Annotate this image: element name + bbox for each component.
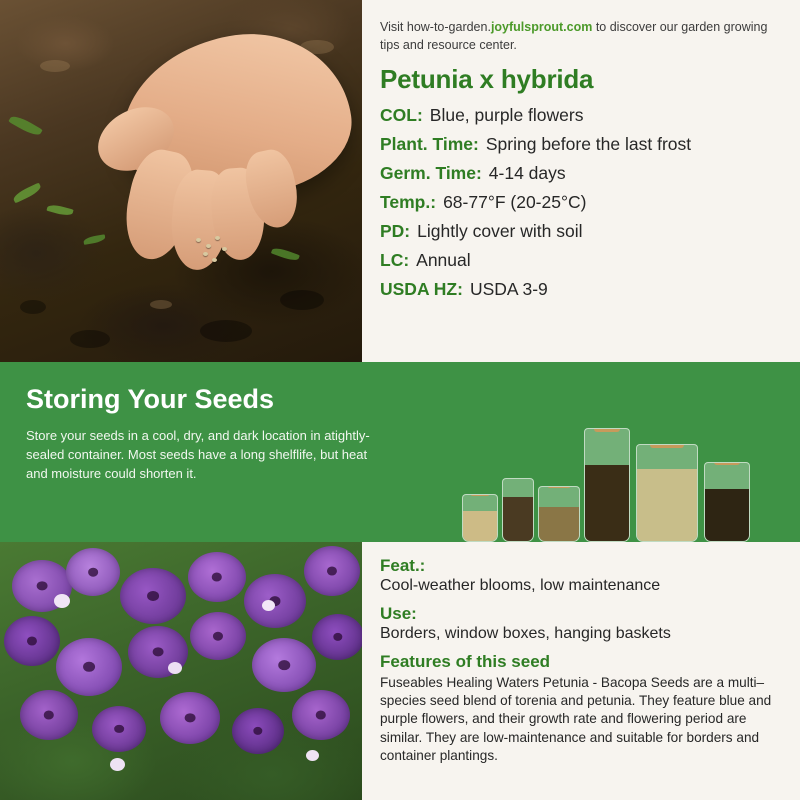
petunia-bloom bbox=[244, 574, 306, 628]
storing-title: Storing Your Seeds bbox=[26, 384, 275, 414]
spec-row-temp bbox=[380, 192, 784, 213]
spec-value: Annual bbox=[416, 250, 471, 271]
spec-row-pd bbox=[380, 221, 784, 242]
storing-text-block bbox=[26, 384, 386, 484]
storing-body: Store your seeds in a cool, dry, and dark location in atightly-sealed container. Most seeds have a long shelflife, but heat and moisture could shorten it. bbox=[26, 428, 370, 481]
white-flower bbox=[262, 600, 275, 611]
hand-sowing-seeds-photo bbox=[0, 0, 362, 362]
soil-clod bbox=[20, 300, 46, 314]
seed bbox=[222, 247, 227, 251]
soil-highlight bbox=[150, 300, 172, 309]
spec-label: Germ. Time: bbox=[380, 163, 482, 184]
seed bbox=[206, 244, 211, 248]
petunia-bloom bbox=[160, 692, 220, 744]
seed bbox=[212, 258, 217, 262]
storage-jar bbox=[636, 444, 698, 542]
petunia-bloom bbox=[252, 638, 316, 692]
petunia-bloom bbox=[188, 552, 246, 602]
petunia-bloom bbox=[120, 568, 186, 624]
use-value: Borders, window boxes, hanging baskets bbox=[380, 625, 671, 642]
cork-stopper bbox=[470, 494, 490, 496]
petunia-bloom bbox=[92, 706, 146, 752]
storing-seeds-section bbox=[0, 362, 800, 542]
page-title: Petunia x hybrida bbox=[380, 64, 594, 95]
spec-label: Plant. Time: bbox=[380, 134, 479, 155]
petunia-bloom bbox=[56, 638, 122, 696]
white-flower bbox=[168, 662, 182, 674]
spec-value: 4-14 days bbox=[488, 163, 566, 184]
petunia-bloom bbox=[4, 616, 60, 666]
storage-jar bbox=[584, 428, 630, 542]
petunia-bloom bbox=[232, 708, 284, 754]
spec-row-plant-time bbox=[380, 134, 784, 155]
website-link[interactable]: joyfulsprout.com bbox=[490, 20, 593, 34]
white-flower bbox=[54, 594, 70, 608]
spec-value: Blue, purple flowers bbox=[429, 105, 584, 126]
storage-jar bbox=[502, 478, 534, 542]
soil-clod bbox=[200, 320, 252, 342]
spec-label: Temp.: bbox=[380, 192, 437, 213]
petunia-bloom bbox=[20, 690, 78, 740]
soil-highlight bbox=[40, 60, 70, 72]
plant-info-panel bbox=[362, 0, 800, 362]
jar-contents bbox=[539, 507, 579, 541]
seed bbox=[215, 236, 220, 240]
petunia-bloom bbox=[190, 612, 246, 660]
feat-value: Cool-weather blooms, low maintenance bbox=[380, 577, 661, 594]
spec-label: LC: bbox=[380, 250, 410, 271]
features-description: Fuseables Healing Waters Petunia - Bacopa Seeds are a multi–species seed blend of torenia and petunia. They feature blue and purple flowers, and their growth rate and flowering period are similar. They are low-maintenance and suitable for borders and container plantings. bbox=[380, 675, 772, 763]
seed bbox=[196, 238, 201, 242]
white-flower bbox=[110, 758, 125, 771]
spec-label: USDA HZ: bbox=[380, 279, 463, 300]
cork-stopper bbox=[594, 428, 620, 432]
use-label: Use: bbox=[380, 604, 417, 623]
top-section bbox=[0, 0, 800, 362]
cork-stopper bbox=[714, 462, 740, 465]
features-section-heading: Features of this seed bbox=[380, 652, 551, 671]
seed bbox=[203, 252, 208, 256]
purple-petunia-flowers-photo bbox=[0, 542, 362, 800]
petunia-bloom bbox=[304, 546, 360, 596]
soil-clod bbox=[280, 290, 324, 310]
seed-storage-jars-photo bbox=[452, 382, 782, 542]
white-flower bbox=[306, 750, 319, 761]
spec-row-lc bbox=[380, 250, 784, 271]
storage-jar bbox=[538, 486, 580, 542]
jar-contents bbox=[503, 497, 533, 541]
spec-value: 68-77°F (20-25°C) bbox=[443, 192, 587, 213]
spec-row-col bbox=[380, 105, 784, 126]
cork-stopper bbox=[509, 478, 527, 479]
spec-row-usda-hz bbox=[380, 279, 784, 300]
visit-line bbox=[380, 18, 784, 54]
feat-label: Feat.: bbox=[380, 556, 426, 575]
visit-suffix: to discover our garden growing tips and resource center. bbox=[380, 20, 768, 53]
jar-contents bbox=[585, 465, 629, 541]
petunia-bloom bbox=[66, 548, 120, 596]
storage-jar bbox=[462, 494, 498, 542]
spec-row-germ-time bbox=[380, 163, 784, 184]
petunia-bloom bbox=[312, 614, 362, 660]
spec-value: USDA 3-9 bbox=[469, 279, 548, 300]
cork-stopper bbox=[547, 486, 571, 488]
jar-contents bbox=[463, 511, 497, 541]
storage-jar bbox=[704, 462, 750, 542]
cork-stopper bbox=[650, 444, 684, 448]
soil-clod bbox=[70, 330, 110, 348]
spec-value: Lightly cover with soil bbox=[417, 221, 583, 242]
features-panel bbox=[362, 542, 800, 800]
visit-prefix: Visit how-to-garden. bbox=[380, 20, 491, 34]
spec-label: PD: bbox=[380, 221, 411, 242]
jar-contents bbox=[705, 489, 749, 541]
petunia-bloom bbox=[292, 690, 350, 740]
bottom-section bbox=[0, 542, 800, 800]
jar-contents bbox=[637, 469, 697, 541]
spec-label: COL: bbox=[380, 105, 423, 126]
spec-value: Spring before the last frost bbox=[485, 134, 692, 155]
